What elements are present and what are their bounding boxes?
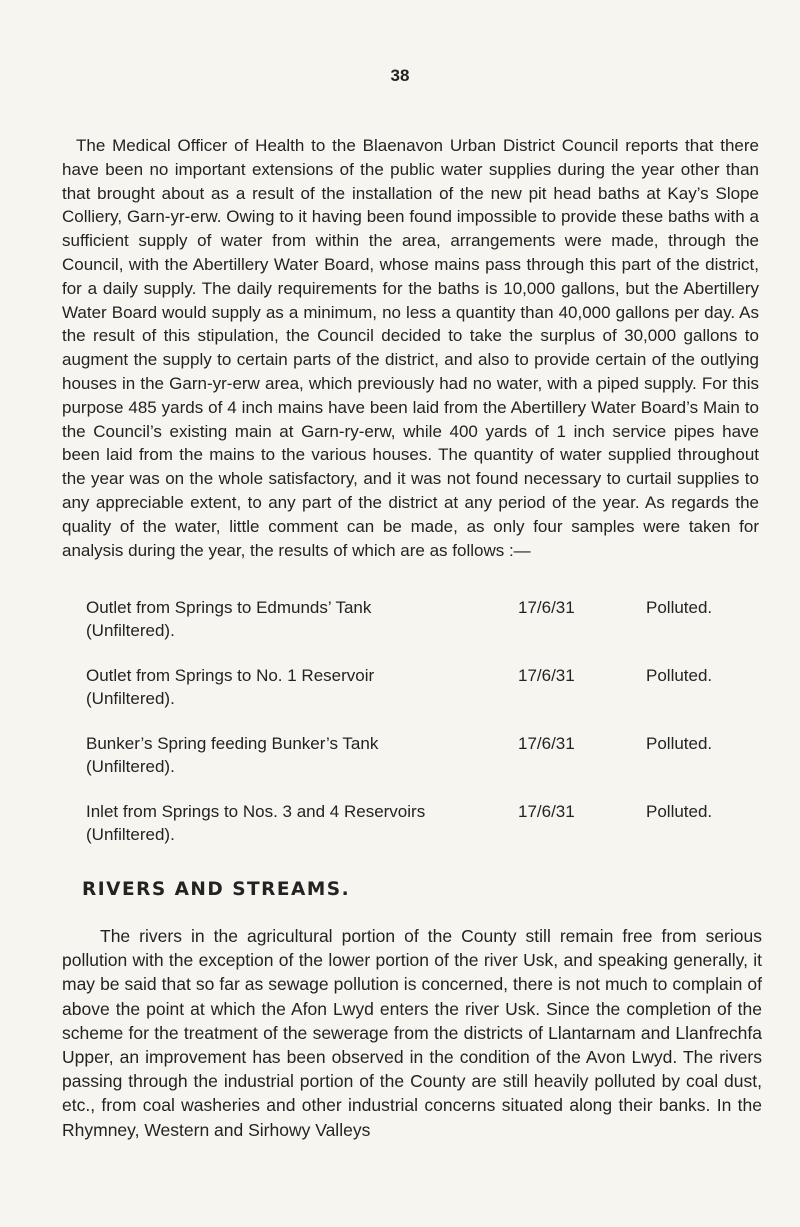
sample-date: 17/6/31: [518, 598, 575, 617]
sample-filter-note: (Unfiltered).: [86, 689, 175, 708]
sample-date: 17/6/31: [518, 734, 575, 753]
sample-row: [86, 596, 766, 654]
sample-results-list: [86, 596, 766, 868]
sample-row: [86, 732, 766, 790]
sample-location-text: Outlet from Springs to Edmunds’ Tank: [86, 598, 372, 617]
rivers-paragraph: The rivers in the agricultural portion of the County still remain free from serious pollution with the exception of the lower portion of the river Usk, and speaking generally, it may be said that so far as sewage pollution is concerned, there is not much to complain of above the point at which the Afon Lwyd enters the river Usk. Since the completion of the scheme for the treatment of the sewerage from the districts of Llantarnam and Llanfrechfa Upper, an improvement has been observed in the condition of the Avon Lwyd. The rivers passing through the industrial portion of the County are still heavily polluted by coal dust, etc., from coal washeries and other industrial concerns situated along their banks. In the Rhymney, Western and Sirhowy Valleys: [62, 926, 762, 1140]
sample-filter-note: (Unfiltered).: [86, 757, 175, 776]
sample-location-text: Outlet from Springs to No. 1 Reservoir: [86, 666, 375, 685]
sample-location-text: Inlet from Springs to Nos. 3 and 4 Reservoirs: [86, 802, 426, 821]
sample-row: [86, 800, 766, 858]
sample-location: [86, 732, 516, 778]
sample-row: [86, 664, 766, 722]
sample-result: Polluted.: [646, 598, 713, 617]
sample-date: 17/6/31: [518, 802, 575, 821]
sample-filter-note: (Unfiltered).: [86, 825, 175, 844]
sample-result: Polluted.: [646, 802, 713, 821]
water-supply-paragraph: The Medical Officer of Health to the Blaenavon Urban District Council reports that there have been no important extensions of the public water supplies during the year other than that brought about as a result of the installation of the new pit head baths at Kay’s Slope Colliery, Garn-yr-erw. Owing to it having been found impossible to provide these baths with a sufficient supply of water from within the area, arrangements were made, through the Council, with the Abertillery Water Board, whose mains pass through this part of the district, for a daily supply. The daily requirements for the baths is 10,000 gallons, but the Abertillery Water Board would supply as a minimum, no less a quantity than 40,000 gallons per day. As the result of this stipulation, the Council decided to take the surplus of 30,000 gallons to augment the supply to certain parts of the district, and also to provide certain of the outlying houses in the Garn-yr-erw area, which previously had no water, with a piped supply. For this purpose 485 yards of 4 inch mains have been laid from the Abertillery Water Board’s Main to the Council’s existing main at Garn-ry-erw, while 400 yards of 1 inch service pipes have been laid from the mains to the various houses. The quantity of water supplied throughout the year was on the whole satisfactory, and it was not found necessary to curtail supplies to any appreciable extent, to any part of the district at any period of the year. As regards the quality of the water, little comment can be made, as only four samples were taken for analysis during the year, the results of which are as follows :—: [62, 136, 759, 560]
sample-location: [86, 800, 516, 846]
sample-result: Polluted.: [646, 666, 713, 685]
section-heading: RIVERS AND STREAMS.: [82, 879, 351, 900]
sample-date: 17/6/31: [518, 666, 575, 685]
sample-location: [86, 596, 516, 642]
sample-location: [86, 664, 516, 710]
page-number: 38: [390, 66, 410, 85]
sample-result: Polluted.: [646, 734, 713, 753]
sample-location-text: Bunker’s Spring feeding Bunker’s Tank: [86, 734, 379, 753]
sample-filter-note: (Unfiltered).: [86, 621, 175, 640]
